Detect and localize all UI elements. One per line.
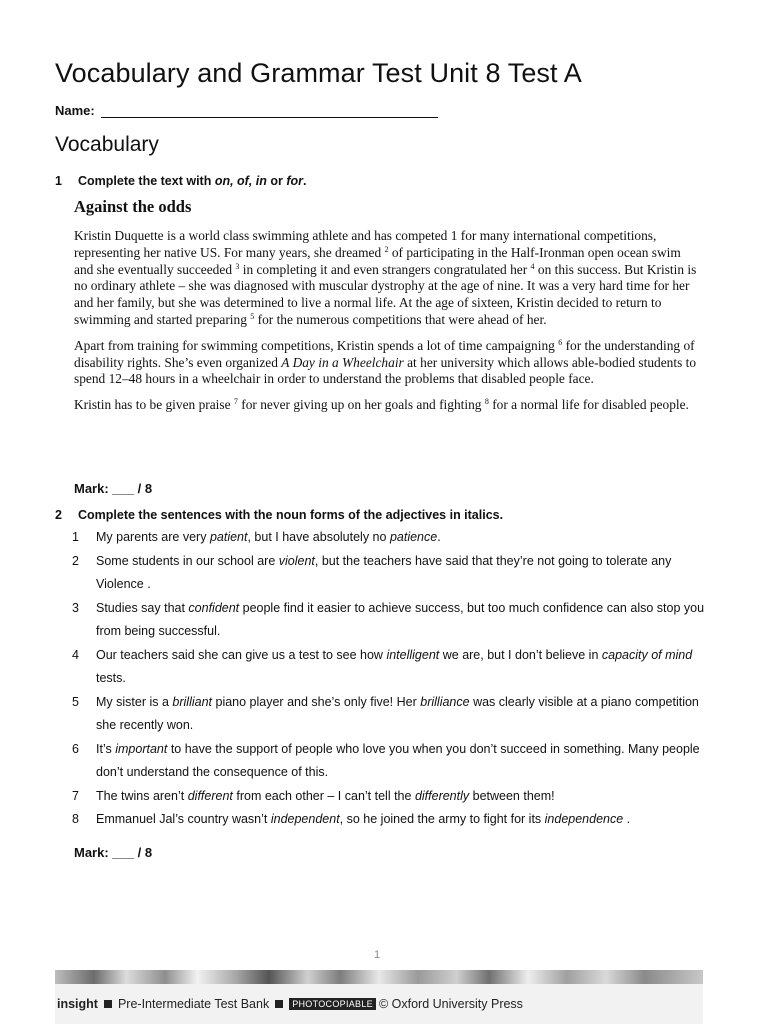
list-item: 8 Emmanuel Jal’s country wasn’t independent, so he joined the army to fight for its independence .	[72, 812, 631, 826]
question-2-sentence-list	[72, 526, 712, 832]
gap-number-2: 2	[384, 244, 389, 254]
gap-number-6: 6	[558, 337, 563, 347]
list-item: 7 The twins aren’t different from each other – I can’t tell the differently between them!	[72, 788, 555, 803]
footer-bar	[55, 984, 703, 1024]
gap-number-7: 7	[233, 397, 238, 407]
section-title-vocabulary: Vocabulary	[55, 133, 159, 156]
question-1-number: 1	[55, 174, 62, 188]
footer-photo-strip	[55, 970, 703, 984]
question-2-instruction: 2 Complete the sentences with the noun forms of the adjectives in italics.	[55, 508, 504, 522]
list-item: 4 Our teachers said she can give us a test to see how intelligent we are, but I don’t believe in capacity of mind tests.	[72, 647, 693, 685]
name-answer-line	[101, 104, 438, 118]
square-bullet-icon	[275, 1000, 283, 1008]
gap-number-8: 8	[484, 397, 489, 407]
list-item: 2 Some students in our school are violent, but the teachers have said that they’re not going to tolerate any Violence .	[72, 553, 672, 591]
footer-product: Pre-Intermediate Test Bank	[117, 997, 270, 1011]
list-item: 3 Studies say that confident people find it easier to achieve success, but too much confidence can also stop you from being successful.	[72, 600, 705, 638]
name-row	[55, 103, 438, 118]
gap-number-3: 3	[235, 261, 240, 271]
photocopiable-badge: PHOTOCOPIABLE	[289, 998, 376, 1010]
footer-brand: insight	[57, 997, 98, 1011]
document-title: Vocabulary and Grammar Test Unit 8 Test A	[55, 58, 582, 88]
story-paragraph-1: Kristin Duquette is a world class swimming athlete and has competed 1 for many international competitions, representing her native US. For many years, she dreamed $^2$ of participating in the Half-Ironman open ocean swim and she eventually succeeded $^3$ in completing it and even strangers congratulated her $^4$ on this success. But Kristin is no ordinary athlete – she was diagnosed with muscular dystrophy at the age of nine. It was a very hard time for her and her family, but she was determined to live a normal life. At the age of sixteen, Kristin decided to return to swimming and started preparing $^5$ for the numerous competitions that were ahead of her.	[74, 228, 697, 327]
question-2-number: 2	[55, 508, 62, 522]
list-item: 5 My sister is a brilliant piano player and she’s only five! Her brilliance was clearly visible at a piano competition she recently won.	[72, 694, 699, 732]
footer-publisher: © Oxford University Press	[378, 997, 523, 1011]
story-paragraph-2: Apart from training for swimming competitions, Kristin spends a lot of time campaigning $^6$ for the understanding of disability rights. She’s even organized A Day in a Wheelchair at her university which allows able-bodied students to spend 12–48 hours in a wheelchair in order to understand the problems that disabled people face.	[74, 337, 697, 387]
story-paragraph-3: Kristin has to be given praise $^7$ for never giving up on her goals and fighting $^8$ for a normal life for disabled people.	[74, 397, 689, 413]
story-text	[74, 228, 702, 423]
gap-number-4: 4	[530, 261, 535, 271]
list-item: 6 It’s important to have the support of people who love you when you don’t succeed in something. Many people don’t understand the consequence of this.	[72, 741, 700, 779]
gap-number-5: 5	[250, 311, 255, 321]
question-1-instruction: 1 Complete the text with on, of, in or for.	[55, 174, 307, 188]
question-1-mark: Mark: ___ / 8	[74, 481, 153, 496]
story-title: Against the odds	[74, 197, 192, 216]
square-bullet-icon	[104, 1000, 112, 1008]
question-2-mark: Mark: ___ / 8	[74, 845, 153, 860]
list-item: 1 My parents are very patient, but I have absolutely no patience.	[72, 530, 441, 544]
page-number: 1	[374, 949, 381, 961]
name-label: Name:	[55, 103, 95, 118]
